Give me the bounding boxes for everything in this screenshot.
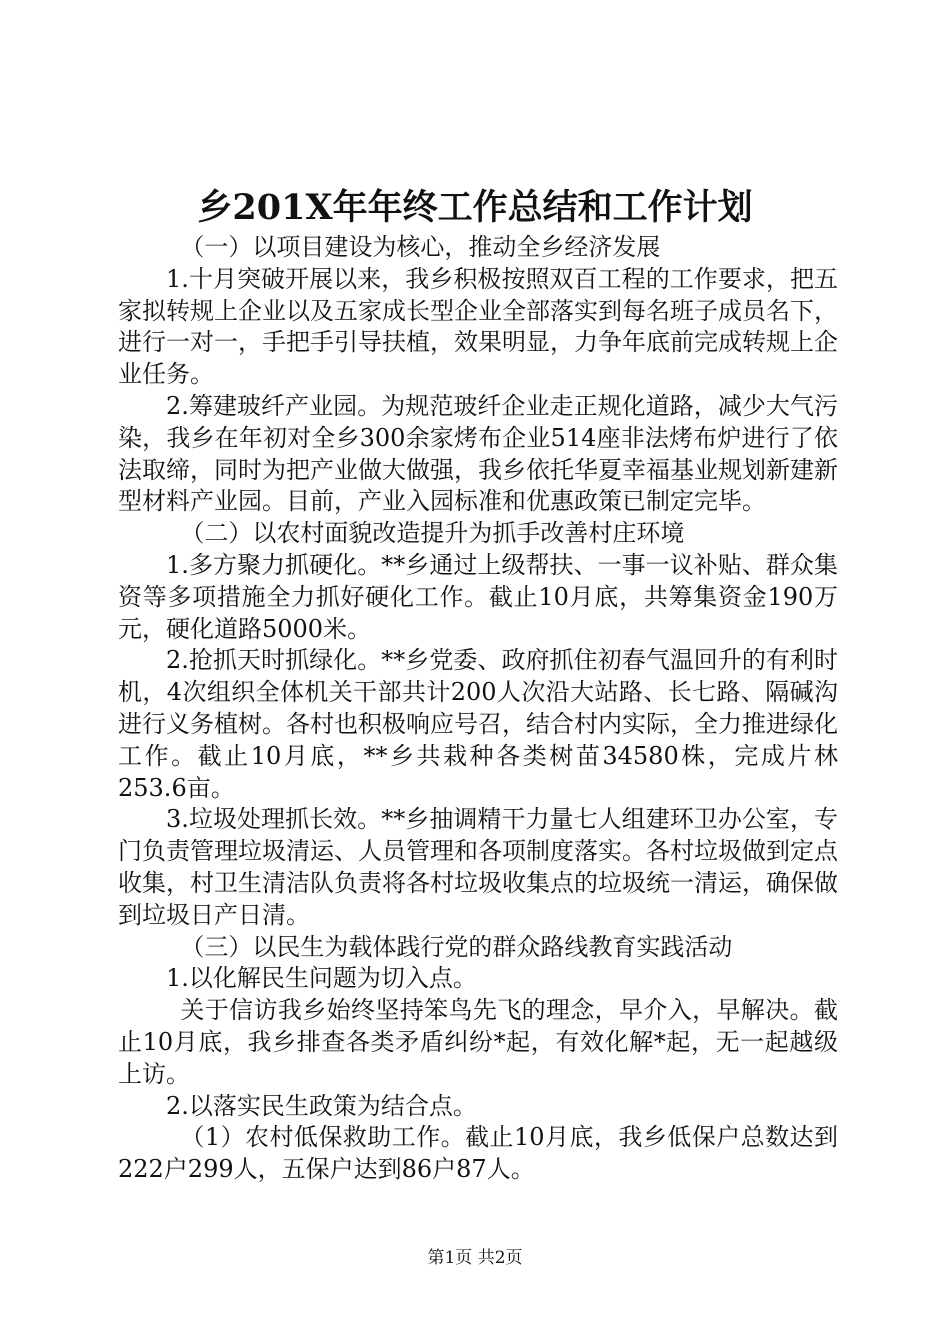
- page-footer: 第1页 共2页: [427, 1248, 523, 1268]
- document-body: [118, 232, 838, 1186]
- paragraph: 3.垃圾处理抓长效。**乡抽调精干力量七人组建环卫办公室，专门负责管理垃圾清运、人员管理和各项制度落实。各村垃圾做到定点收集，村卫生清洁队负责将各村垃圾收集点的垃圾统一清运，确保做到垃圾日产日清。: [118, 805, 838, 929]
- paragraph: 1.十月突破开展以来，我乡积极按照双百工程的工作要求，把五家拟转规上企业以及五家成长型企业全部落实到每名班子成员名下，进行一对一，手把手引导扶植，效果明显，力争年底前完成转规上企业任务。: [118, 264, 838, 389]
- paragraph: 关于信访我乡始终坚持笨鸟先飞的理念，早介入，早解决。截止10月底，我乡排查各类矛盾纠纷*起，有效化解*起，无一起越级上访。: [118, 996, 838, 1088]
- section-heading-2: （二）以农村面貌改造提升为抓手改善村庄环境: [180, 519, 685, 548]
- paragraph: 1.以化解民生问题为切入点。: [166, 964, 477, 993]
- paragraph: （1）农村低保救助工作。截止10月底，我乡低保户总数达到222户299人，五保户达到86户87人。: [118, 1123, 838, 1184]
- paragraph: 2.筹建玻纤产业园。为规范玻纤企业走正规化道路，减少大气污染，我乡在年初对全乡300余家烤布企业514座非法烤布炉进行了依法取缔，同时为把产业做大做强，我乡依托华夏幸福基业规划新建新型材料产业园。目前，产业入园标准和优惠政策已制定完毕。: [118, 391, 838, 516]
- document-title: 乡201X年年终工作总结和工作计划: [197, 187, 753, 228]
- section-heading-3: （三）以民生为载体践行党的群众路线教育实践活动: [180, 932, 733, 961]
- paragraph: 1.多方聚力抓硬化。**乡通过上级帮扶、一事一议补贴、群众集资等多项措施全力抓好硬化工作。截止10月底，共筹集资金190万元，硬化道路5000米。: [118, 550, 838, 643]
- paragraph: 2.抢抓天时抓绿化。**乡党委、政府抓住初春气温回升的有利时机，4次组织全体机关干部共计200人次沿大站路、长七路、隔碱沟进行义务植树。各村也积极响应号召，结合村内实际，全力推进绿化工作。截止10月底，**乡共栽种各类树苗34580株，完成片林253.6亩。: [118, 646, 838, 802]
- paragraph: 2.以落实民生政策为结合点。: [166, 1091, 477, 1120]
- section-heading-1: （一）以项目建设为核心，推动全乡经济发展: [180, 233, 661, 261]
